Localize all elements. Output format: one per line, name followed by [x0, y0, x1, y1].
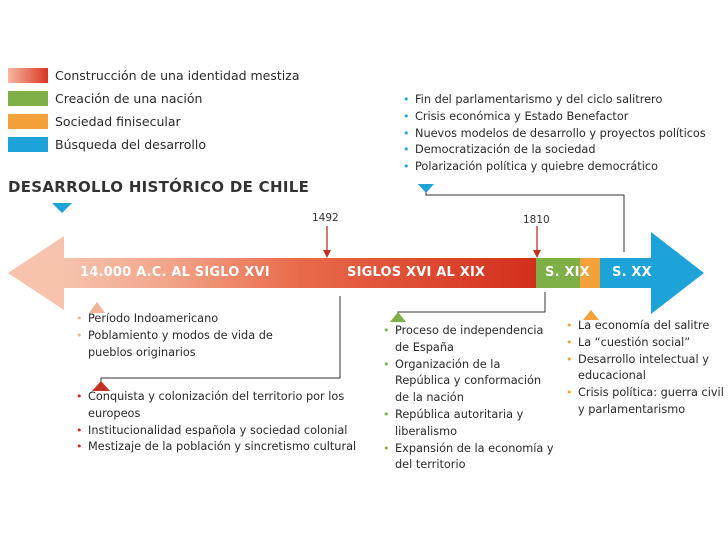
list-s-xx	[403, 92, 723, 176]
marker-1492-arrowhead	[323, 250, 331, 258]
list-item: • Organización de la República y conformación de la nación	[383, 357, 542, 405]
diagram-title: DESARROLLO HISTÓRICO DE CHILE	[8, 178, 310, 196]
title-marker-triangle	[52, 203, 72, 213]
legend-label: Búsqueda del desarrollo	[55, 136, 207, 152]
connector-republic	[398, 292, 545, 318]
list-item: • La “cuestión social”	[566, 335, 691, 349]
list-item: • Polarización política y quiebre democrático	[403, 160, 658, 174]
list-item: • República autoritaria y liberalismo	[383, 407, 524, 438]
marker-s-xx-triangle	[418, 184, 434, 193]
list-colonial	[76, 389, 370, 456]
list-item: • Conquista y colonización del territorio por los europeos	[76, 390, 345, 420]
list-item: • Mestizaje de la población y sincretismo cultural	[76, 440, 357, 454]
list-item: • Poblamiento y modos de vida de pueblos originarios	[76, 328, 273, 359]
list-item: • Crisis política: guerra civil y parlamentarismo	[566, 386, 724, 416]
period-label-prehispanic: 14.000 A.C. AL SIGLO XVI	[80, 265, 270, 280]
marker-1492-label: 1492	[312, 212, 339, 224]
arrow-right-head	[651, 232, 704, 314]
marker-republic-triangle	[390, 312, 406, 322]
list-item: • Período Indoamericano	[76, 312, 219, 325]
legend-label: Creación de una nación	[55, 90, 203, 106]
period-label-s-xix: S. XIX	[545, 265, 590, 280]
list-item: • Crisis económica y Estado Benefactor	[403, 109, 629, 123]
list-item: • Proceso de independencia de España	[383, 324, 544, 354]
list-item: • Expansión de la economía y del territorio	[383, 441, 554, 472]
list-item: • Democratización de la sociedad	[403, 143, 596, 157]
legend-label: Sociedad finisecular	[55, 113, 181, 129]
legend-label: Construcción de una identidad mestiza	[55, 67, 300, 83]
marker-1810-label: 1810	[523, 214, 550, 226]
list-item: • Nuevos modelos de desarrollo y proyectos políticos	[403, 126, 706, 140]
period-label-s-xx: S. XX	[612, 265, 652, 280]
marker-1810-arrowhead	[533, 250, 541, 258]
list-item: • La economía del salitre	[566, 319, 710, 332]
list-republic	[383, 323, 555, 474]
list-item: • Institucionalidad española y sociedad colonial	[76, 423, 348, 437]
period-label-colonial: SIGLOS XVI AL XIX	[347, 265, 486, 280]
arrow-left-head	[8, 236, 64, 310]
list-item: • Desarrollo intelectual y educacional	[566, 352, 709, 383]
list-item: • Fin del parlamentarismo y del ciclo salitrero	[403, 93, 663, 106]
list-finisecular	[566, 318, 724, 419]
list-prehispanic	[76, 311, 306, 361]
